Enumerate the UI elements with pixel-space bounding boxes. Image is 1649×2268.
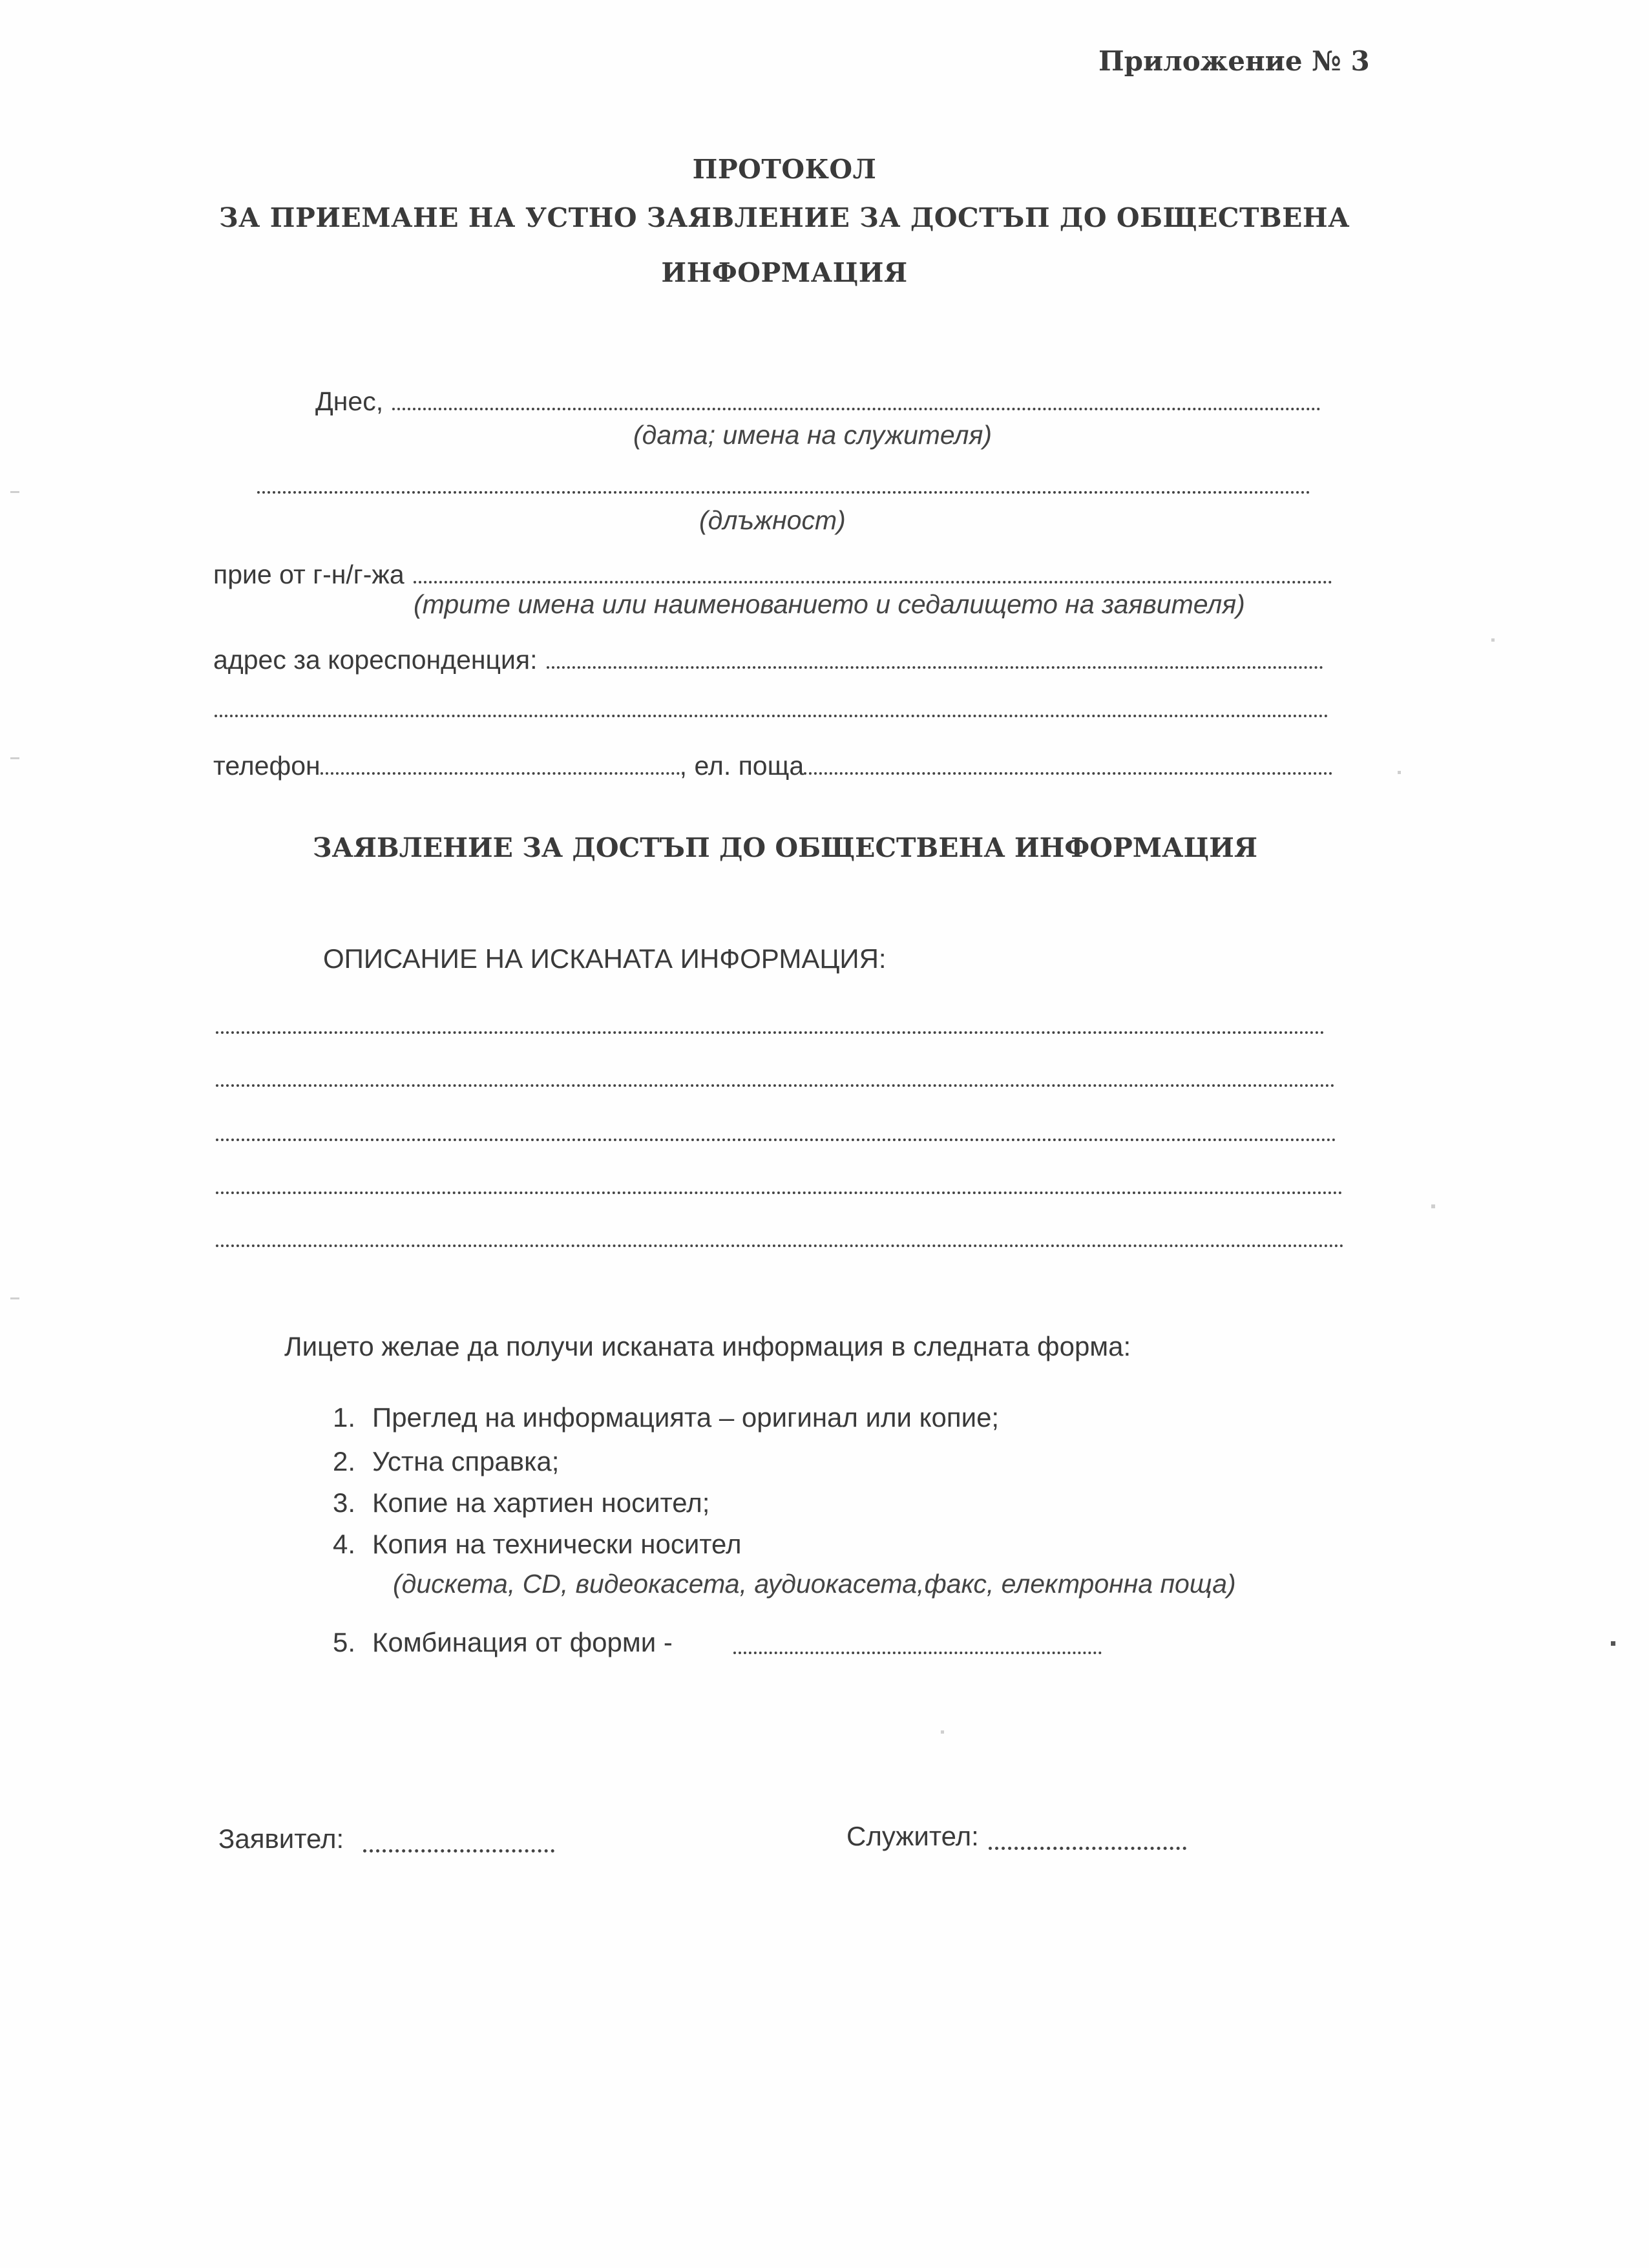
contact-row — [213, 751, 1332, 781]
description-label: ОПИСАНИЕ НА ИСКАНАТА ИНФОРМАЦИЯ: — [323, 943, 887, 974]
applicant-field[interactable] — [414, 576, 1332, 583]
description-line[interactable] — [216, 1139, 1336, 1141]
position-field[interactable] — [257, 491, 1310, 494]
date-hint: (дата; имена на служителя) — [633, 420, 993, 450]
employee-signature-label: Служител: — [846, 1821, 979, 1851]
combination-field[interactable] — [733, 1652, 1102, 1654]
document-subtitle-line2: ИНФОРМАЦИЯ — [661, 257, 908, 288]
option4-hint: (дискета, CD, видеокасета, аудиокасета,факс, електронна поща) — [393, 1569, 1236, 1599]
applicant-hint: (трите имена или наименованието и седалището на заявителя) — [414, 589, 1245, 619]
list-item: 1. Преглед на информацията – оригинал или копие; — [332, 1402, 1000, 1433]
received-row — [213, 560, 1332, 590]
form-preference-intro: Лицето желае да получи исканата информация в следната форма: — [284, 1331, 1131, 1361]
email-label: , ел. поща — [679, 751, 804, 781]
date-label: Днес, — [315, 386, 384, 416]
scan-speck — [941, 1730, 944, 1734]
scan-speck — [1491, 638, 1495, 642]
applicant-signature-label: Заявител: — [218, 1823, 344, 1854]
email-field[interactable] — [804, 767, 1332, 775]
document-subtitle-line1: ЗА ПРИЕМАНЕ НА УСТНО ЗАЯВЛЕНИЕ ЗА ДОСТЪП ДО ОБЩЕСТВЕНА — [218, 202, 1350, 233]
phone-label: телефон — [213, 751, 320, 781]
scan-speck — [1611, 1641, 1615, 1646]
list-item: 3. Копие на хартиен носител; — [332, 1487, 710, 1518]
description-line[interactable] — [216, 1192, 1343, 1194]
address-label: адрес за кореспонденция: — [213, 645, 538, 675]
phone-field[interactable] — [320, 767, 680, 775]
scan-speck — [1398, 771, 1401, 774]
address-field-continued[interactable] — [215, 715, 1329, 717]
scan-speck — [10, 757, 19, 759]
list-item: 4. Копия на технически носител — [332, 1529, 742, 1559]
address-field[interactable] — [547, 661, 1323, 669]
received-label: прие от г-н/г-жа — [213, 560, 404, 589]
date-row — [315, 386, 1321, 417]
description-line[interactable] — [216, 1084, 1335, 1087]
scan-speck — [10, 1297, 19, 1299]
date-employee-field[interactable] — [392, 403, 1321, 410]
document-title: ПРОТОКОЛ — [692, 154, 877, 185]
position-hint: (длъжност) — [699, 505, 846, 535]
list-item: 5. Комбинация от форми - — [332, 1627, 673, 1657]
section-title: ЗАЯВЛЕНИЕ ЗА ДОСТЪП ДО ОБЩЕСТВЕНА ИНФОРМАЦИЯ — [312, 832, 1258, 863]
description-line[interactable] — [216, 1244, 1344, 1247]
description-line[interactable] — [216, 1031, 1325, 1034]
employee-signature-field[interactable] — [989, 1847, 1186, 1850]
scan-speck — [1431, 1204, 1435, 1208]
list-item: 2. Устна справка; — [332, 1446, 560, 1476]
scan-speck — [10, 491, 19, 493]
address-row — [213, 645, 1323, 675]
applicant-signature-field[interactable] — [363, 1849, 554, 1853]
appendix-label: Приложение № 3 — [1098, 45, 1370, 77]
